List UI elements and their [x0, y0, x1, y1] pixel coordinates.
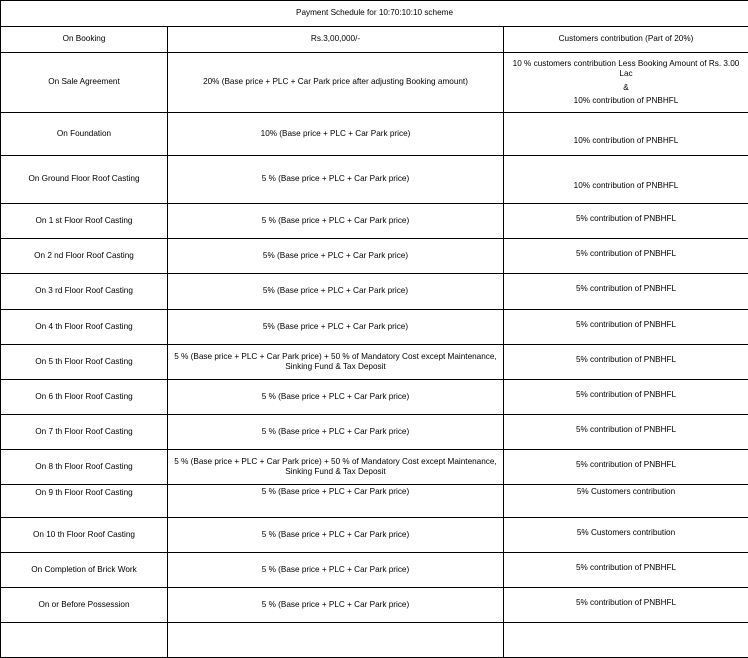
table-row	[1, 553, 748, 588]
table-row	[1, 274, 748, 310]
contribution-cell	[504, 623, 748, 658]
table-row	[1, 53, 748, 113]
contribution-ampersand: &	[508, 83, 744, 93]
amount-cell: 5 % (Base price + PLC + Car Park price)	[168, 415, 504, 450]
table-title: Payment Schedule for 10:70:10:10 scheme	[1, 1, 748, 27]
amount-cell: 20% (Base price + PLC + Car Park price after adjusting Booking amount)	[168, 53, 504, 113]
amount-cell: 5% (Base price + PLC + Car Park price)	[168, 274, 504, 310]
table-row	[1, 310, 748, 345]
table-row	[1, 113, 748, 156]
amount-cell: 5 % (Base price + PLC + Car Park price)	[168, 553, 504, 588]
contribution-cell	[504, 53, 748, 113]
stage-cell: On 8 th Floor Roof Casting	[1, 450, 168, 485]
booking-stage: On Booking	[1, 27, 168, 53]
contribution-cell: 5% contribution of PNBHFL	[504, 274, 748, 310]
amount-cell: 5 % (Base price + PLC + Car Park price) + 50 % of Mandatory Cost except Maintenance, Sinking Fund & Tax Deposit	[168, 345, 504, 380]
contribution-cell: 5% contribution of PNBHFL	[504, 204, 748, 239]
contribution-cell: 5% contribution of PNBHFL	[504, 380, 748, 415]
contribution-cell: 5% contribution of PNBHFL	[504, 310, 748, 345]
stage-cell	[1, 623, 168, 658]
amount-cell: 5 % (Base price + PLC + Car Park price)	[168, 485, 504, 518]
stage-cell: On 2 nd Floor Roof Casting	[1, 239, 168, 274]
stage-cell: On or Before Possession	[1, 588, 168, 623]
amount-cell: 10% (Base price + PLC + Car Park price)	[168, 113, 504, 156]
stage-cell: On Sale Agreement	[1, 53, 168, 113]
table-row	[1, 485, 748, 518]
table-row	[1, 415, 748, 450]
stage-cell: On 4 th Floor Roof Casting	[1, 310, 168, 345]
stage-cell: On Ground Floor Roof Casting	[1, 156, 168, 204]
table-row	[1, 156, 748, 204]
table-row	[1, 204, 748, 239]
stage-cell: On 5 th Floor Roof Casting	[1, 345, 168, 380]
contribution-cell: 5% contribution of PNBHFL	[504, 415, 748, 450]
contribution-cell: 5% contribution of PNBHFL	[504, 553, 748, 588]
amount-cell: 5 % (Base price + PLC + Car Park price)	[168, 204, 504, 239]
amount-cell: 5 % (Base price + PLC + Car Park price) + 50 % of Mandatory Cost except Maintenance, Sinking Fund & Tax Deposit	[168, 450, 504, 485]
amount-cell	[168, 623, 504, 658]
contribution-line-2: 10% contribution of PNBHFL	[574, 96, 679, 105]
stage-cell: On 3 rd Floor Roof Casting	[1, 274, 168, 310]
stage-cell: On Foundation	[1, 113, 168, 156]
contribution-header: Customers contribution (Part of 20%)	[504, 27, 748, 53]
stage-cell: On 7 th Floor Roof Casting	[1, 415, 168, 450]
amount-cell: 5% (Base price + PLC + Car Park price)	[168, 239, 504, 274]
booking-amount: Rs.3,00,000/-	[168, 27, 504, 53]
amount-cell: 5 % (Base price + PLC + Car Park price)	[168, 518, 504, 553]
contribution-cell: 5% contribution of PNBHFL	[504, 588, 748, 623]
contribution-cell: 5% Customers contribution	[504, 518, 748, 553]
stage-cell: On 9 th Floor Roof Casting	[1, 485, 168, 518]
table-row	[1, 345, 748, 380]
table-row	[1, 380, 748, 415]
contribution-cell: 10% contribution of PNBHFL	[504, 156, 748, 204]
contribution-cell: 10% contribution of PNBHFL	[504, 113, 748, 156]
amount-cell: 5% (Base price + PLC + Car Park price)	[168, 310, 504, 345]
table-row	[1, 588, 748, 623]
amount-cell: 5 % (Base price + PLC + Car Park price)	[168, 380, 504, 415]
contribution-cell: 5% contribution of PNBHFL	[504, 239, 748, 274]
stage-cell: On 1 st Floor Roof Casting	[1, 204, 168, 239]
contribution-cell: 5% contribution of PNBHFL	[504, 450, 748, 485]
title-row	[1, 1, 748, 27]
table-row	[1, 450, 748, 485]
amount-cell: 5 % (Base price + PLC + Car Park price)	[168, 588, 504, 623]
amount-cell: 5 % (Base price + PLC + Car Park price)	[168, 156, 504, 204]
stage-cell: On 6 th Floor Roof Casting	[1, 380, 168, 415]
header-row	[1, 27, 748, 53]
table-row	[1, 623, 748, 658]
contribution-line-1: 10 % customers contribution Less Booking Amount of Rs. 3.00 Lac	[513, 59, 740, 78]
stage-cell: On Completion of Brick Work	[1, 553, 168, 588]
table-row	[1, 239, 748, 274]
contribution-cell: 5% contribution of PNBHFL	[504, 345, 748, 380]
stage-cell: On 10 th Floor Roof Casting	[1, 518, 168, 553]
table-row	[1, 518, 748, 553]
contribution-cell: 5% Customers contribution	[504, 485, 748, 518]
